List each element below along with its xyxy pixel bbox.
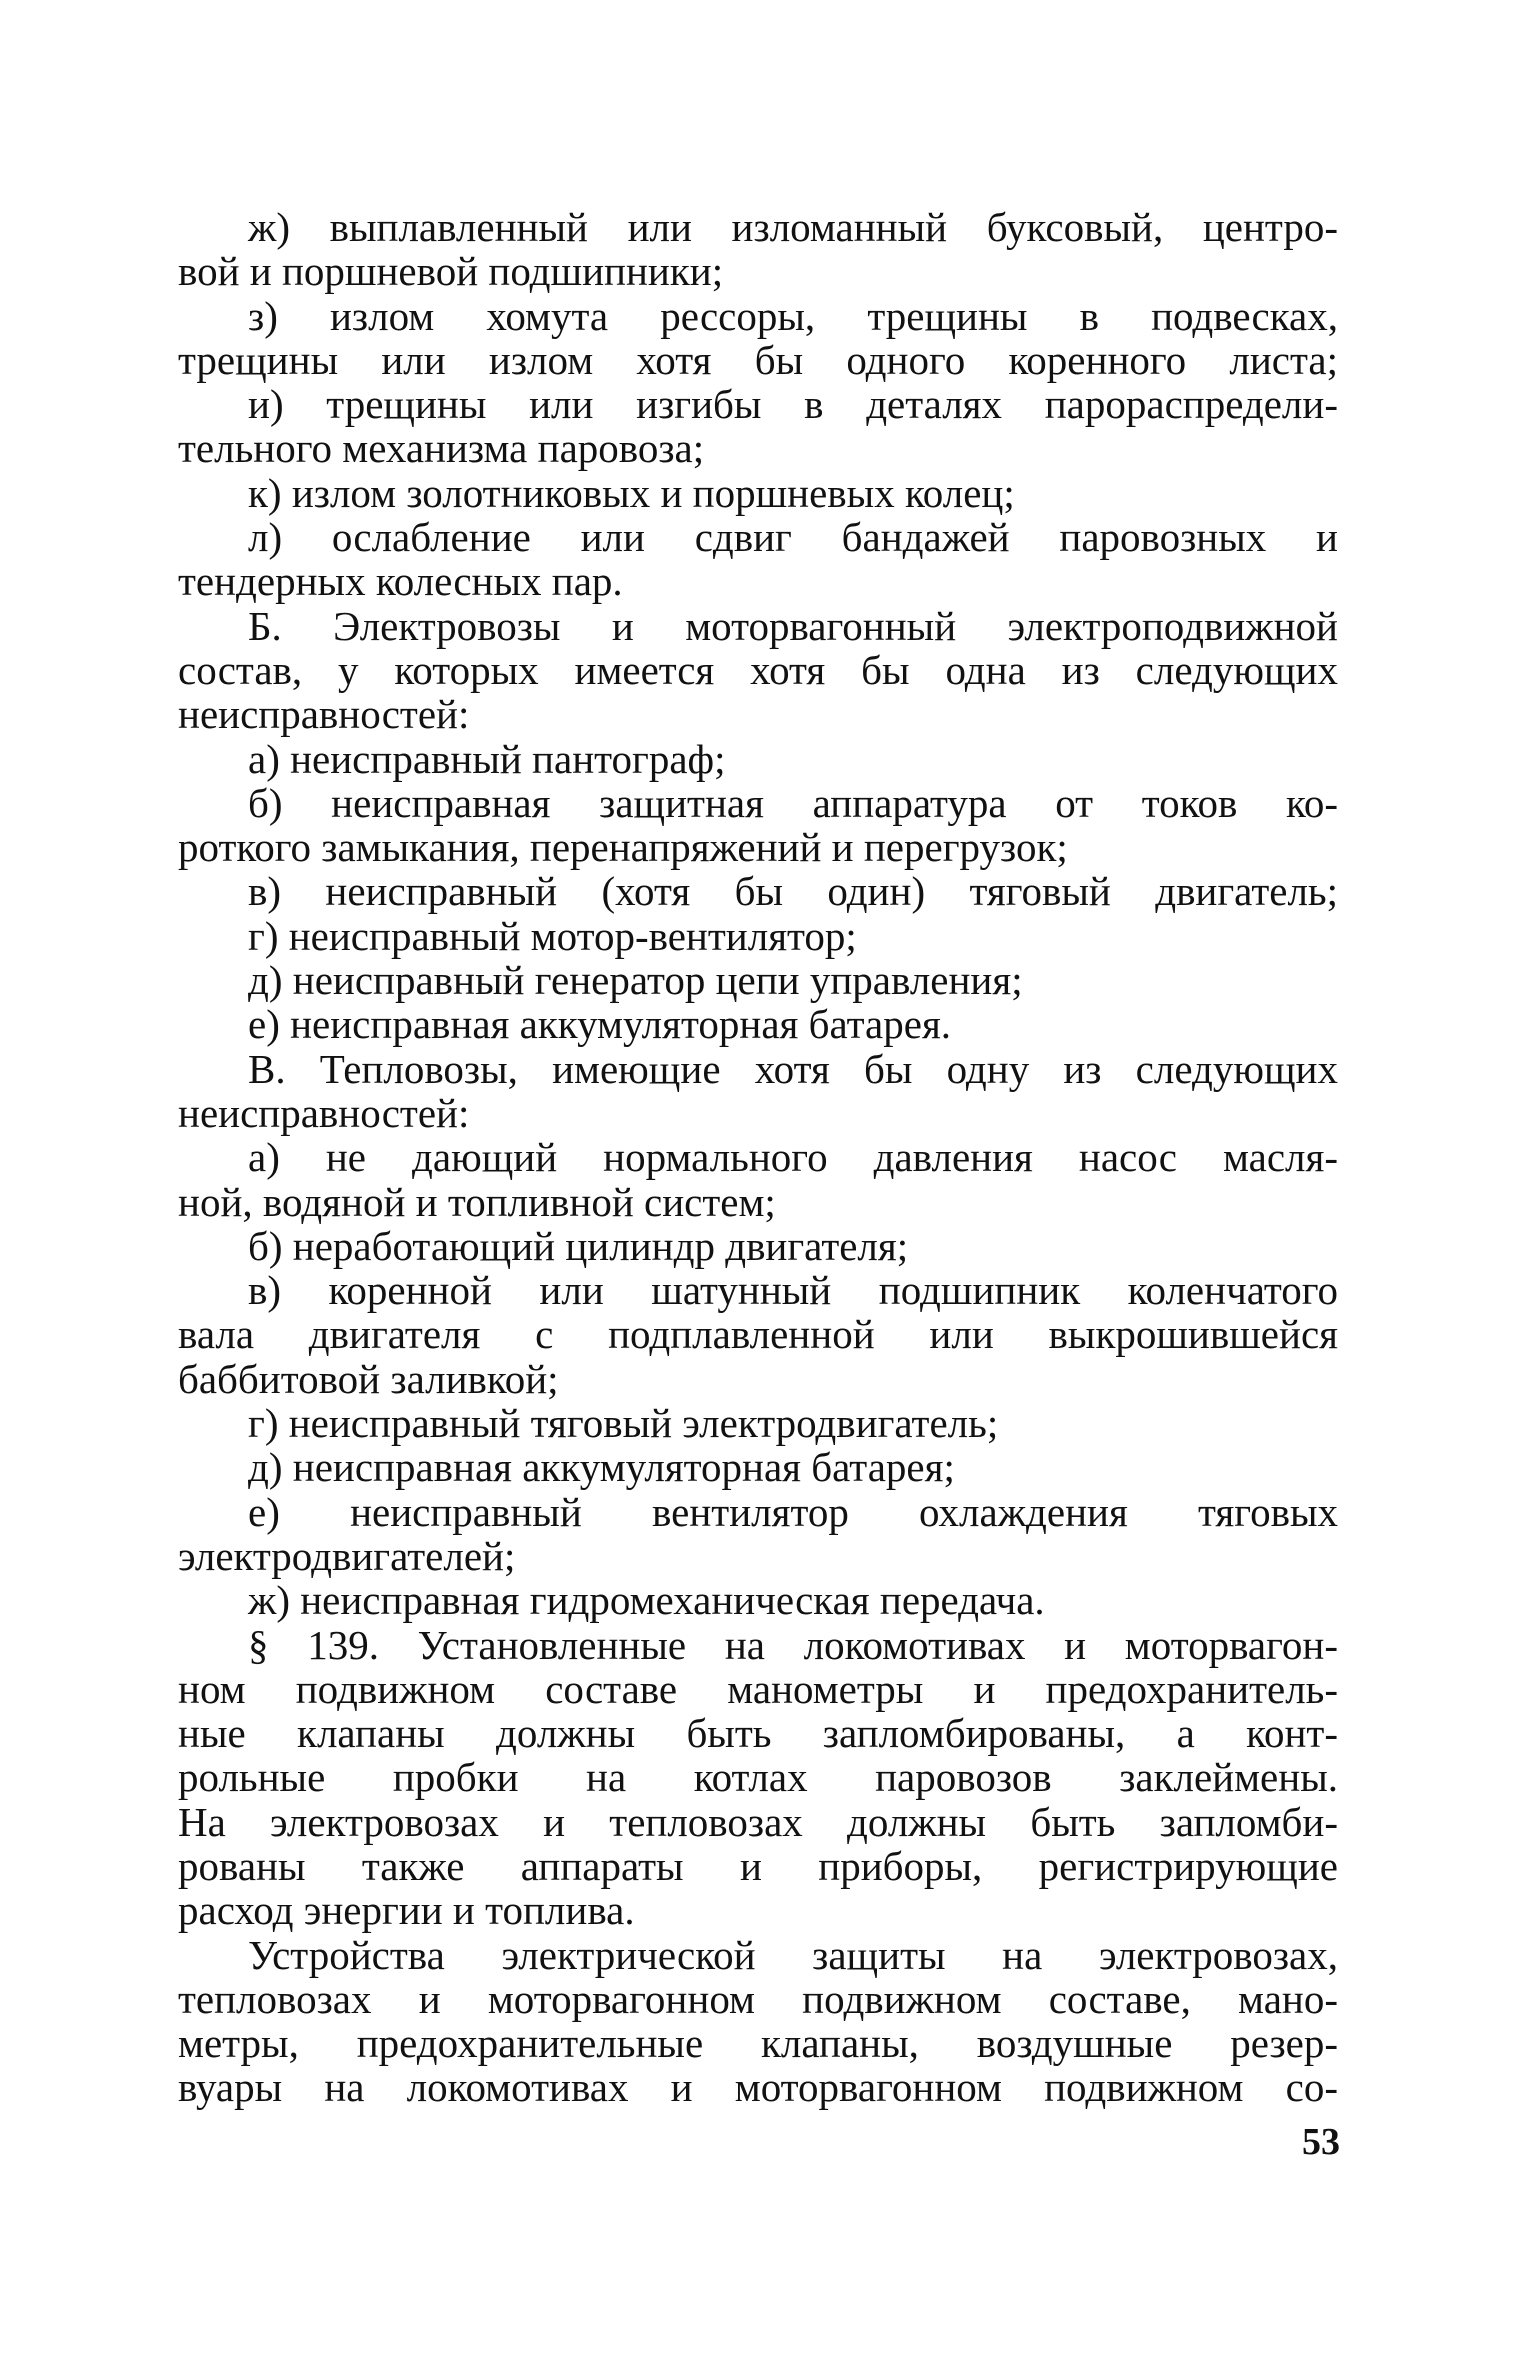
text-line: электродвигателей; — [178, 1532, 516, 1579]
text-line: д) неисправный генератор цепи управления; — [248, 957, 1023, 1004]
text-line: вуары на локомотивах и моторвагонном подвижном со- — [178, 2064, 1338, 2111]
text-line: ной, водяной и топливной систем; — [178, 1178, 776, 1225]
page-number: 53 — [1302, 2121, 1340, 2163]
text-line: г) неисправный мотор-вентилятор; — [248, 912, 857, 959]
text-line: ные клапаны должны быть запломбированы, а конт- — [178, 1710, 1338, 1757]
text-line: трещины или излом хотя бы одного коренного листа; — [178, 336, 1338, 383]
text-line: б) неработающий цилиндр двигателя; — [248, 1222, 909, 1269]
text-line: ном подвижном составе манометры и предохранитель- — [178, 1665, 1338, 1712]
text-line: В. Тепловозы, имеющие хотя бы одну из следующих — [248, 1045, 1338, 1092]
text-line: метры, предохранительные клапаны, воздушные резер- — [178, 2020, 1338, 2067]
text-line: рольные пробки на котлах паровозов заклеймены. — [178, 1754, 1338, 1801]
text-line: ж) выплавленный или изломанный буксовый, центро- — [248, 204, 1338, 250]
text-line: тельного механизма паровоза; — [178, 425, 705, 472]
text-line: Б. Электровозы и моторвагонный электроподвижной — [248, 602, 1338, 649]
text-line: состав, у которых имеется хотя бы одна из следующих — [178, 646, 1338, 693]
text-line: рованы также аппараты и приборы, регистрирующие — [178, 1842, 1338, 1889]
text-line: На электровозах и тепловозах должны быть запломби- — [178, 1798, 1338, 1845]
text-line: в) коренной или шатунный подшипник коленчатого — [248, 1267, 1338, 1314]
text-line: ж) неисправная гидромеханическая передача. — [248, 1577, 1045, 1624]
text-line: е) неисправный вентилятор охлаждения тяговых — [248, 1488, 1338, 1535]
text-line: г) неисправный тяговый электродвигатель; — [248, 1400, 999, 1447]
text-line: д) неисправная аккумуляторная батарея; — [248, 1444, 955, 1491]
text-line: к) излом золотниковых и поршневых колец; — [248, 469, 1015, 516]
text-line: вала двигателя с подплавленной или выкрошившейся — [178, 1311, 1338, 1358]
text-line: расход энергии и топлива. — [178, 1887, 635, 1934]
text-line: е) неисправная аккумуляторная батарея. — [248, 1001, 952, 1048]
text-line: з) излом хомута рессоры, трещины в подвесках, — [248, 292, 1338, 339]
text-line: роткого замыкания, перенапряжений и перегрузок; — [178, 824, 1068, 871]
text-line: неисправностей: — [178, 691, 470, 738]
text-line: л) ослабление или сдвиг бандажей паровозных и — [248, 514, 1338, 561]
text-line: а) неисправный пантограф; — [248, 735, 726, 782]
text-line: тендерных колесных пар. — [178, 558, 623, 605]
text-line: § 139. Установленные на локомотивах и моторвагон- — [248, 1621, 1338, 1668]
text-line: вой и поршневой подшипники; — [178, 248, 724, 295]
text-line: неисправностей: — [178, 1089, 470, 1136]
text-line: Устройства электрической защиты на электровозах, — [248, 1931, 1338, 1978]
page-text — [178, 205, 1338, 2110]
text-line: тепловозах и моторвагонном подвижном составе, мано- — [178, 1975, 1338, 2022]
text-line: в) неисправный (хотя бы один) тяговый двигатель; — [248, 868, 1338, 915]
text-line: б) неисправная защитная аппаратура от токов ко- — [248, 779, 1338, 826]
text-line: а) не дающий нормального давления насос масля- — [248, 1134, 1338, 1181]
text-line: баббитовой заливкой; — [178, 1355, 559, 1402]
text-line: и) трещины или изгибы в деталях парораспредели- — [248, 381, 1338, 428]
